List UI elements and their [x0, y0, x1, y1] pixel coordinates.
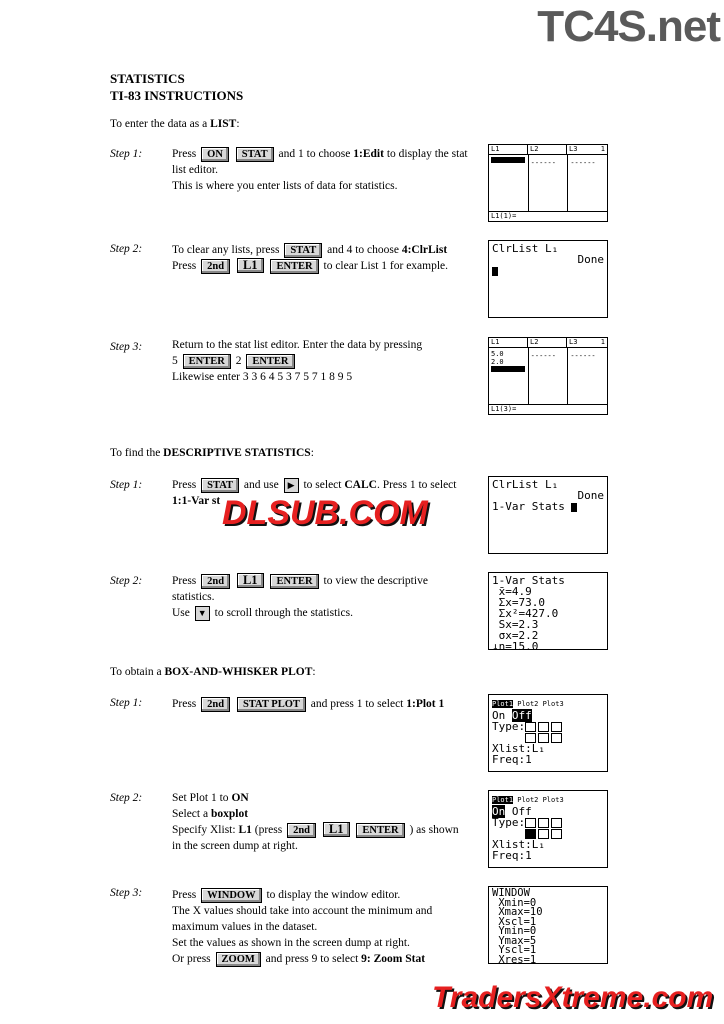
section2-intro: To find the DESCRIPTIVE STATISTICS: — [110, 447, 314, 459]
watermark-top: TC4S.net — [537, 2, 720, 51]
s1-step2-label: Step 2: — [110, 243, 143, 255]
key-stat: STAT — [201, 478, 239, 493]
s3-step2-label: Step 2: — [110, 792, 143, 804]
down-arrow-key-icon: ▼ — [195, 606, 210, 621]
s1-step1-text: Press ON STAT and 1 to choose 1:Edit to display the stat list editor. This is where you enter lists of data for statistics. — [172, 148, 468, 192]
key-2nd: 2nd — [201, 697, 230, 712]
title-line2: TI-83 INSTRUCTIONS — [110, 88, 244, 103]
key-stat-plot: STAT PLOT — [237, 697, 306, 712]
key-stat: STAT — [236, 147, 274, 162]
screen-clrlist: ClrList L₁ Done — [488, 240, 608, 318]
s3-step3-label: Step 3: — [110, 887, 143, 899]
s1-step2-text: To clear any lists, press STAT and 4 to choose 4:ClrList Press 2nd L1 ENTER to clear List 1 for example. — [172, 244, 449, 272]
screen-1var-stats: 1-Var Stats x̄=4.9 Σx=73.0 Σx²=427.0 Sx=2.3 σx=2.2 ↓n=15.0 — [488, 572, 608, 650]
key-l1: L1 — [323, 822, 350, 837]
watermark-middle: DLSUB.COM — [222, 494, 428, 532]
key-2nd: 2nd — [201, 574, 230, 589]
key-enter: ENTER — [183, 354, 231, 369]
screen-stat-editor-data: L1 L2 L3 1 5.0 2.0 ------ ------ L1(3)= — [488, 337, 608, 415]
screen-1var-select: ClrList L₁ Done 1-Var Stats — [488, 476, 608, 554]
s2-step2-label: Step 2: — [110, 575, 143, 587]
section1-intro: To enter the data as a LIST: — [110, 118, 240, 130]
s3-step1-text: Press 2nd STAT PLOT and press 1 to select 1:Plot 1 — [172, 698, 445, 710]
key-zoom: ZOOM — [216, 952, 261, 967]
s1-step1-label: Step 1: — [110, 148, 143, 160]
key-enter: ENTER — [270, 259, 318, 274]
key-2nd: 2nd — [201, 259, 230, 274]
title-line1: STATISTICS — [110, 71, 185, 86]
key-l1: L1 — [237, 258, 264, 273]
key-2nd: 2nd — [287, 823, 316, 838]
screen-stat-editor-empty: L1 L2 L3 1 ------ ------ L1(1)= — [488, 144, 608, 222]
key-enter: ENTER — [356, 823, 404, 838]
key-on: ON — [201, 147, 229, 162]
s1-step3-text: Return to the stat list editor. Enter the data by pressing 5 ENTER 2 ENTER Likewise enter 3 3 6 4 5 3 7 5 7 1 8 9 5 — [172, 339, 423, 383]
s2-step2-text: Press 2nd L1 ENTER to view the descriptive statistics. Use ▼ to scroll through the statistics. — [172, 573, 428, 619]
screen-plot1-on: Plot1 Plot2 Plot3 On Off Type: Xlist:L₁ Freq:1 — [488, 790, 608, 868]
key-enter: ENTER — [270, 574, 318, 589]
right-arrow-key-icon: ▶ — [284, 478, 299, 493]
s3-step2-text: Set Plot 1 to ON Select a boxplot Specify Xlist: L1 (press 2nd L1 ENTER ) as shown in the screen dump at right. — [172, 792, 459, 852]
key-l1: L1 — [237, 573, 264, 588]
document-title — [110, 70, 243, 104]
s2-step1-text: Press STAT and use ▶ to select CALC. Press 1 to select 1:1-Var st — [172, 479, 457, 507]
key-stat: STAT — [284, 243, 322, 258]
key-enter: ENTER — [246, 354, 294, 369]
key-window: WINDOW — [201, 888, 261, 903]
screen-window-editor: WINDOW Xmin=0 Xmax=10 Xscl=1 Ymin=0 Ymax=5 Yscl=1 Xres=1 — [488, 886, 608, 964]
watermark-bottom: TradersXtreme.com — [432, 981, 714, 1014]
section3-intro: To obtain a BOX-AND-WHISKER PLOT: — [110, 666, 316, 678]
s3-step3-text: Press WINDOW to display the window editor. The X values should take into account the minimum and maximum values in the dataset. Set the values as shown in the screen dump at right. Or press ZOOM and press 9 to select 9: Zoom Stat — [172, 889, 433, 965]
screen-plot1-off: Plot1 Plot2 Plot3 On Off Type: Xlist:L₁ Freq:1 — [488, 694, 608, 772]
s2-step1-label: Step 1: — [110, 479, 143, 491]
s3-step1-label: Step 1: — [110, 697, 143, 709]
s1-step3-label: Step 3: — [110, 341, 143, 353]
